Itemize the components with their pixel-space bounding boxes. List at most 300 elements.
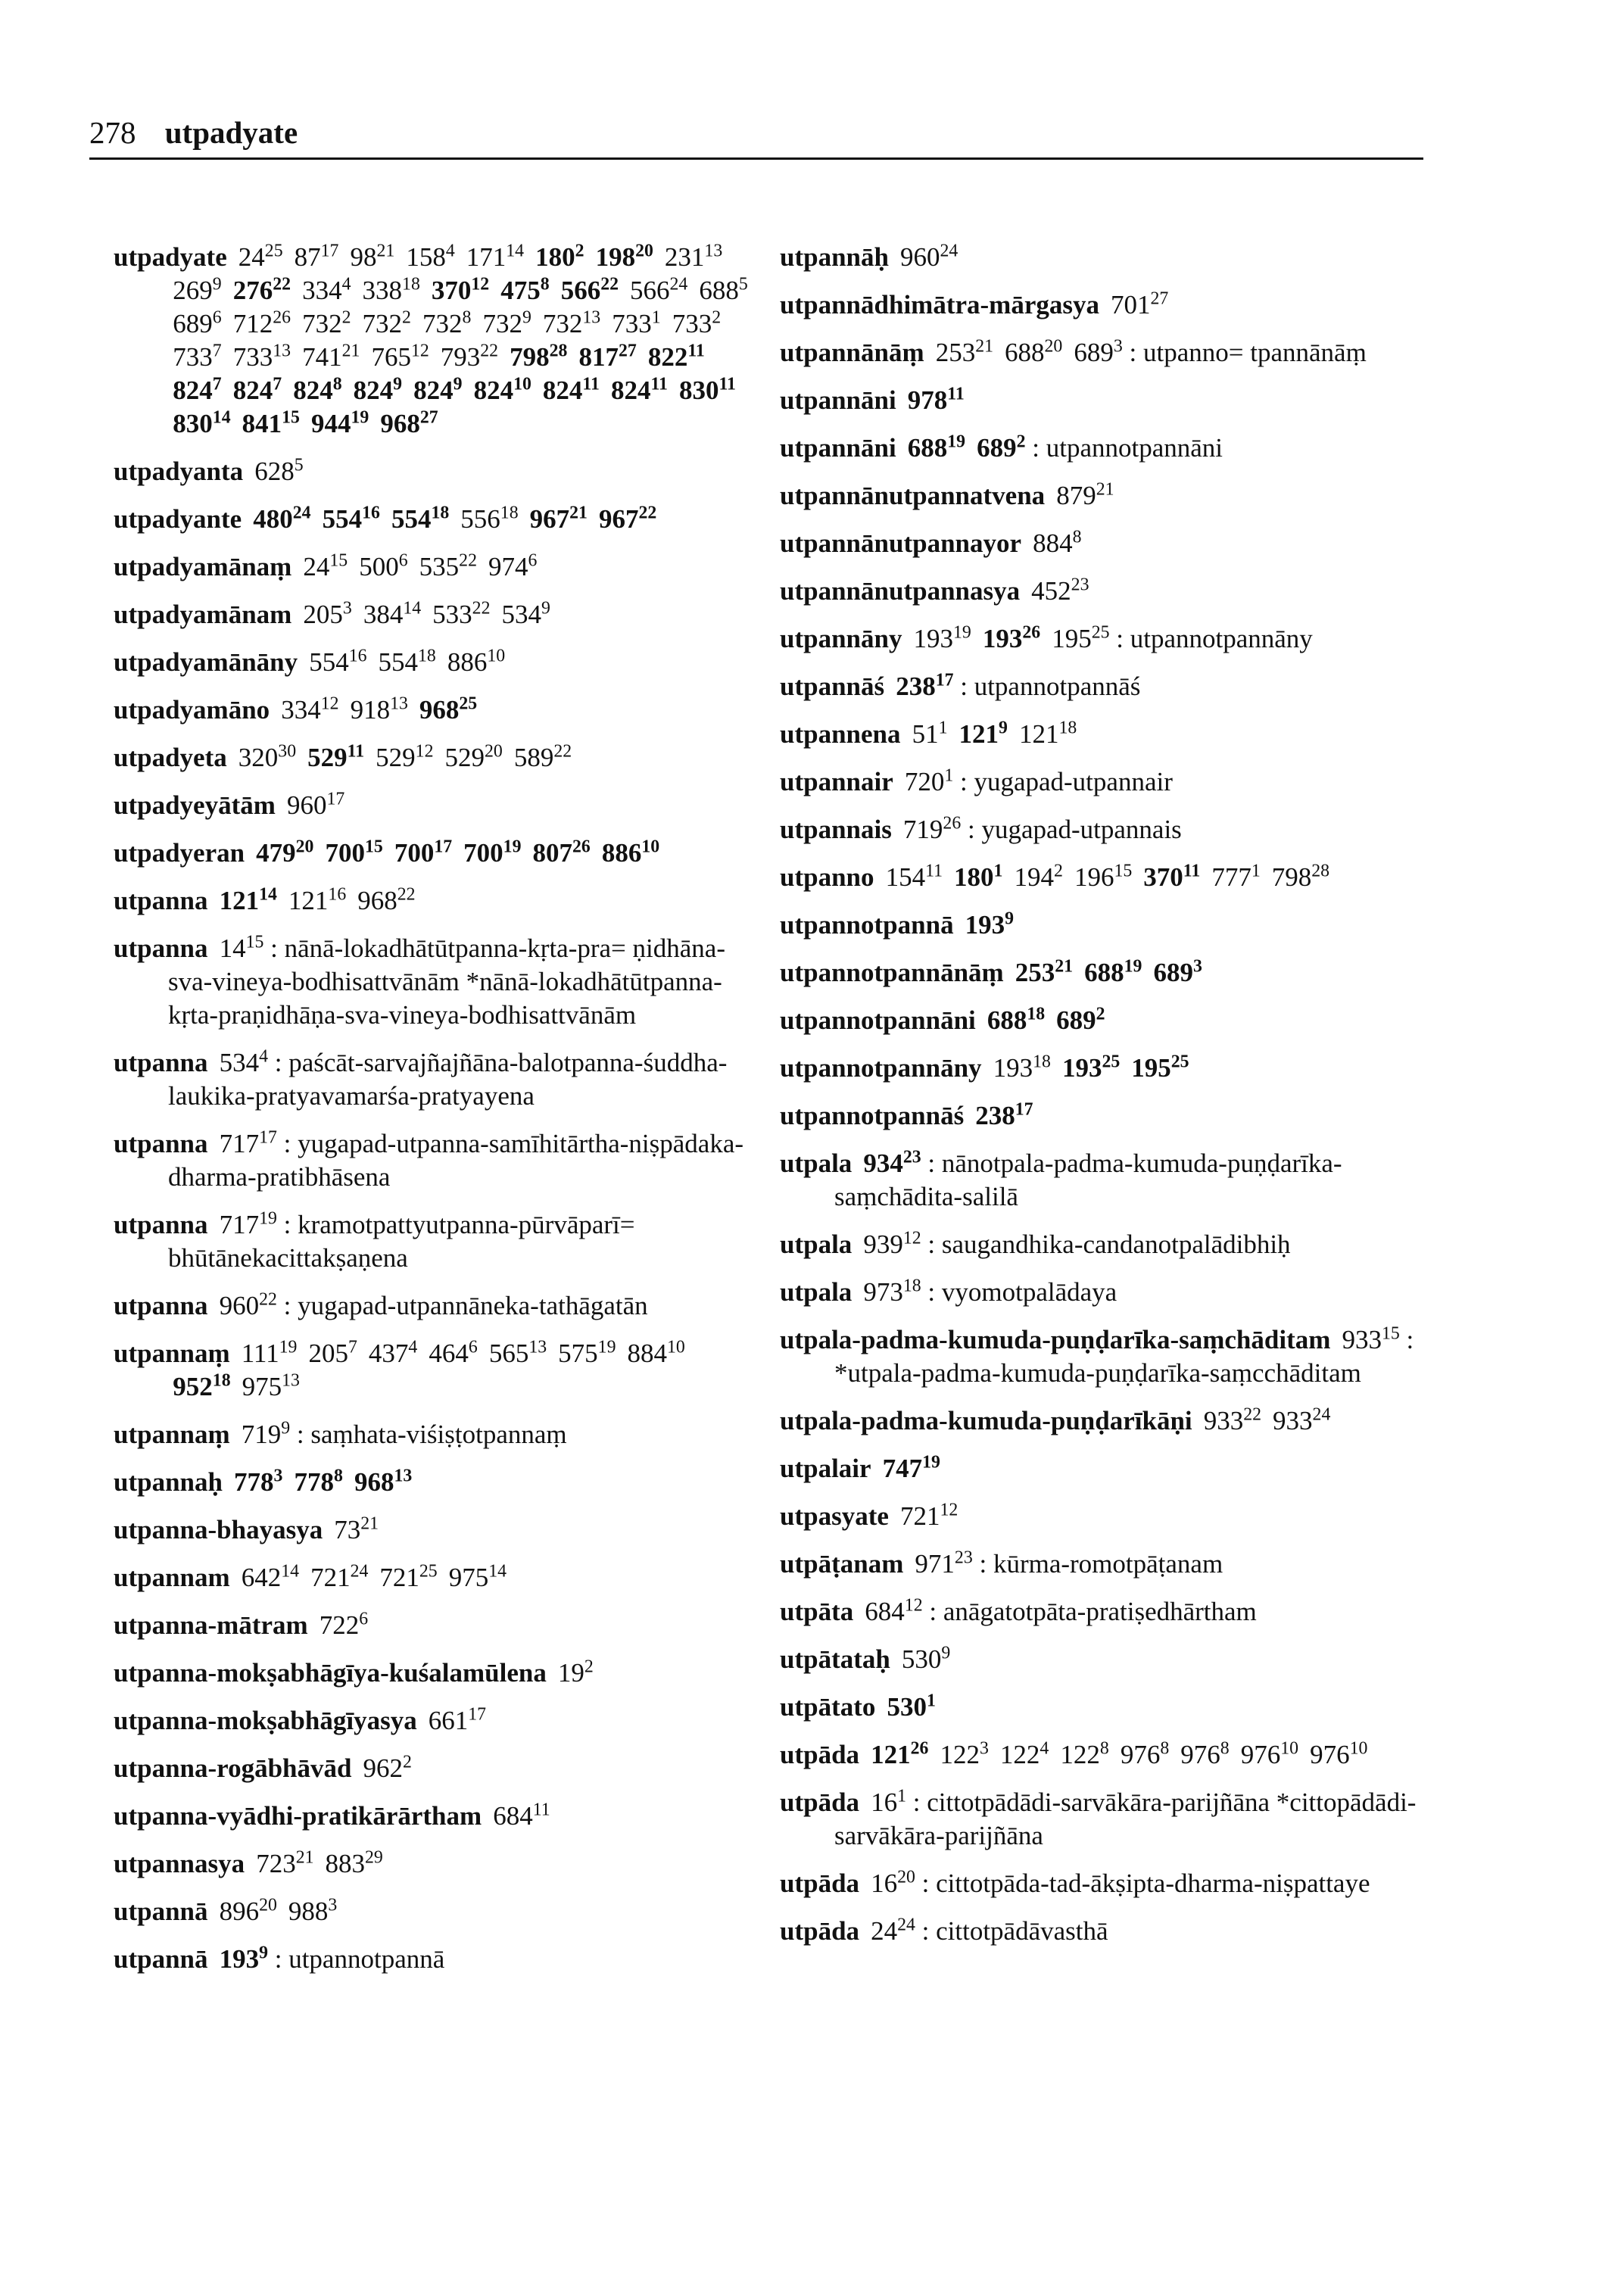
page-line-reference bbox=[602, 838, 659, 868]
page-number-ref: 976 bbox=[1180, 1740, 1220, 1769]
page-line-reference bbox=[489, 1339, 547, 1368]
page-number-ref: 238 bbox=[975, 1101, 1015, 1130]
page-number-ref: 732 bbox=[362, 309, 403, 338]
page-line-reference bbox=[954, 862, 1002, 892]
page-number-ref: 479 bbox=[256, 838, 296, 868]
line-number-ref: 10 bbox=[1280, 1738, 1299, 1759]
headword: utpāta bbox=[780, 1597, 854, 1626]
page-number-ref: 732 bbox=[422, 309, 463, 338]
index-entry bbox=[780, 1147, 1423, 1214]
page-number-ref: 24 bbox=[238, 242, 265, 272]
page-line-reference bbox=[311, 409, 369, 438]
line-number-ref: 6 bbox=[468, 1337, 478, 1357]
page-number-ref: 122 bbox=[999, 1740, 1040, 1769]
line-number-ref: 27 bbox=[419, 407, 438, 428]
line-number-ref: 22 bbox=[459, 550, 477, 571]
page-line-reference bbox=[307, 743, 364, 772]
page-number-ref: 732 bbox=[482, 309, 522, 338]
page-number-ref: 721 bbox=[379, 1563, 419, 1592]
line-number-ref: 18 bbox=[418, 646, 436, 666]
page-number-ref: 334 bbox=[281, 695, 321, 725]
headword: utpannāni bbox=[780, 385, 896, 415]
index-entry bbox=[114, 241, 750, 441]
headword: utpannotpannāś bbox=[780, 1101, 965, 1130]
page-number-ref: 886 bbox=[447, 647, 488, 677]
page-line-reference bbox=[993, 1053, 1051, 1083]
page-line-reference bbox=[558, 1339, 616, 1368]
line-number-ref: 2 bbox=[575, 241, 584, 261]
page-line-reference bbox=[983, 624, 1040, 653]
page-number-ref: 778 bbox=[234, 1467, 274, 1497]
line-number-ref: 1 bbox=[938, 718, 948, 738]
index-entry bbox=[114, 884, 750, 918]
line-number-ref: 18 bbox=[402, 274, 420, 295]
page-line-reference bbox=[357, 886, 415, 915]
line-number-ref: 12 bbox=[410, 341, 429, 361]
page-number-ref: 575 bbox=[558, 1339, 598, 1368]
index-entry bbox=[114, 1895, 750, 1928]
page-number-ref: 16 bbox=[871, 1869, 898, 1898]
headword: utpadyamānaṃ bbox=[114, 552, 292, 581]
page-line-reference bbox=[543, 376, 600, 405]
line-number-ref: 4 bbox=[341, 274, 351, 295]
page-line-reference bbox=[987, 1005, 1045, 1035]
page-number-ref: 976 bbox=[1310, 1740, 1350, 1769]
page-line-reference bbox=[900, 242, 958, 272]
index-entry bbox=[114, 1337, 750, 1404]
index-entry bbox=[780, 670, 1423, 703]
line-number-ref: 11 bbox=[532, 1800, 550, 1820]
page-number-ref: 689 bbox=[977, 433, 1017, 463]
page-number-ref: 741 bbox=[302, 342, 342, 372]
line-number-ref: 21 bbox=[975, 336, 993, 357]
page-line-reference bbox=[379, 647, 436, 677]
line-number-ref: 18 bbox=[1058, 718, 1077, 738]
index-entry bbox=[780, 1500, 1423, 1533]
page-number-ref: 976 bbox=[1240, 1740, 1281, 1769]
line-number-ref: 17 bbox=[320, 241, 339, 261]
page-number-ref: 824 bbox=[232, 376, 273, 405]
headword: utpadyante bbox=[114, 504, 242, 534]
page-line-reference bbox=[233, 309, 291, 338]
line-number-ref: 24 bbox=[350, 1561, 369, 1582]
line-number-ref: 23 bbox=[1071, 575, 1089, 595]
headword: utpāda bbox=[780, 1916, 860, 1946]
line-number-ref: 22 bbox=[273, 274, 291, 295]
line-number-ref: 18 bbox=[212, 1370, 231, 1391]
headword: utpannasya bbox=[114, 1849, 245, 1878]
page-line-reference bbox=[173, 409, 230, 438]
page-line-reference bbox=[965, 910, 1014, 940]
page-number-ref: 370 bbox=[431, 276, 472, 305]
page-number-ref: 98 bbox=[350, 242, 377, 272]
page-line-reference bbox=[679, 376, 736, 405]
page-line-reference bbox=[896, 672, 953, 701]
line-number-ref: 22 bbox=[259, 1289, 277, 1310]
page-number-ref: 973 bbox=[863, 1277, 903, 1307]
line-number-ref: 5 bbox=[738, 274, 748, 295]
line-number-ref: 18 bbox=[1027, 1004, 1046, 1024]
line-number-ref: 12 bbox=[471, 274, 490, 295]
context-gloss: : nānotpala-padma-kumuda-puṇḍarīka-saṃchādita-salilā bbox=[834, 1149, 1342, 1211]
line-number-ref: 2 bbox=[712, 307, 722, 328]
page-number-ref: 684 bbox=[493, 1801, 533, 1831]
line-number-ref: 14 bbox=[506, 241, 525, 261]
line-number-ref: 8 bbox=[332, 374, 342, 394]
page-line-reference bbox=[1131, 1053, 1189, 1083]
page-line-reference bbox=[865, 1597, 922, 1626]
headword: utpala bbox=[780, 1277, 853, 1307]
page-number-ref: 253 bbox=[935, 338, 976, 367]
page-line-reference bbox=[308, 1339, 357, 1368]
page-number-ref: 939 bbox=[863, 1230, 903, 1259]
page-number-ref: 437 bbox=[368, 1339, 409, 1368]
line-number-ref: 11 bbox=[1183, 861, 1201, 881]
index-entry bbox=[114, 1657, 750, 1690]
page-line-reference bbox=[1143, 862, 1200, 892]
page-line-reference bbox=[253, 504, 310, 534]
page-number-ref: 370 bbox=[1143, 862, 1183, 892]
index-entry bbox=[780, 479, 1423, 513]
line-number-ref: 24 bbox=[292, 503, 311, 523]
line-number-ref: 1 bbox=[926, 1691, 936, 1711]
headword: utpannānutpannatvena bbox=[780, 481, 1046, 510]
page-line-reference bbox=[596, 242, 653, 272]
line-number-ref: 3 bbox=[979, 1738, 989, 1759]
line-number-ref: 20 bbox=[485, 741, 503, 762]
line-number-ref: 3 bbox=[1113, 336, 1123, 357]
page-number-ref: 16 bbox=[871, 1788, 898, 1817]
index-entry bbox=[780, 861, 1423, 894]
headword: utpannena bbox=[780, 719, 901, 749]
page-line-reference bbox=[220, 933, 264, 963]
page-number-ref: 556 bbox=[460, 504, 500, 534]
line-number-ref: 13 bbox=[390, 693, 408, 714]
page-number-ref: 976 bbox=[1120, 1740, 1161, 1769]
page-number-ref: 589 bbox=[513, 743, 554, 772]
index-entry bbox=[780, 527, 1423, 560]
headword: utpalair bbox=[780, 1454, 871, 1483]
page-line-reference bbox=[940, 1740, 988, 1769]
line-number-ref: 8 bbox=[1072, 527, 1082, 547]
line-number-ref: 22 bbox=[480, 341, 499, 361]
page-number-ref: 798 bbox=[510, 342, 550, 372]
page-line-reference bbox=[288, 886, 346, 915]
line-number-ref: 2 bbox=[1096, 1004, 1105, 1024]
headword: utpannā bbox=[114, 1944, 208, 1974]
line-number-ref: 24 bbox=[940, 241, 959, 261]
page-line-reference bbox=[220, 1210, 277, 1239]
page-line-reference bbox=[488, 552, 537, 581]
line-number-ref: 17 bbox=[1015, 1099, 1033, 1120]
line-number-ref: 21 bbox=[1096, 479, 1114, 500]
page-number-ref: 688 bbox=[987, 1005, 1027, 1035]
page-number-ref: 180 bbox=[954, 862, 994, 892]
page-number-ref: 253 bbox=[1015, 958, 1055, 987]
page-line-reference bbox=[1019, 719, 1077, 749]
line-number-ref: 8 bbox=[333, 1466, 343, 1486]
line-number-ref: 14 bbox=[259, 884, 277, 905]
line-number-ref: 3 bbox=[342, 598, 352, 619]
page-number-ref: 238 bbox=[896, 672, 936, 701]
line-number-ref: 13 bbox=[582, 307, 601, 328]
line-number-ref: 21 bbox=[1055, 956, 1074, 977]
line-number-ref: 20 bbox=[259, 1895, 277, 1915]
page-number-ref: 87 bbox=[294, 242, 321, 272]
page-line-reference bbox=[394, 838, 452, 868]
context-gloss: : yugapad-utpannais bbox=[967, 815, 1182, 844]
page-line-reference bbox=[1310, 1740, 1367, 1769]
page-number-ref: 723 bbox=[256, 1849, 296, 1878]
page-line-reference bbox=[309, 647, 366, 677]
context-gloss: : cittotpādāvasthā bbox=[921, 1916, 1108, 1946]
page-number-ref: 721 bbox=[899, 1501, 940, 1531]
context-gloss: : utpannotpannā bbox=[274, 1944, 445, 1974]
page-number-ref: 884 bbox=[627, 1339, 668, 1368]
page-line-reference bbox=[220, 1048, 268, 1077]
line-number-ref: 24 bbox=[669, 274, 688, 295]
headword: utpannaḥ bbox=[114, 1467, 223, 1497]
page-line-reference bbox=[302, 276, 351, 305]
page-line-reference bbox=[242, 1372, 300, 1401]
page-line-reference bbox=[1111, 290, 1168, 319]
page-number-ref: 554 bbox=[391, 504, 432, 534]
page-number-ref: 554 bbox=[322, 504, 363, 534]
line-number-ref: 19 bbox=[503, 837, 522, 857]
index-entry bbox=[114, 1289, 750, 1323]
headword: utpannāś bbox=[780, 672, 885, 701]
index-entry bbox=[780, 622, 1423, 656]
page-number-ref: 944 bbox=[310, 409, 351, 438]
page-number-ref: 886 bbox=[601, 838, 642, 868]
line-number-ref: 11 bbox=[925, 861, 943, 881]
index-entry bbox=[780, 909, 1423, 942]
page-line-reference bbox=[326, 1849, 383, 1878]
page-number-ref: 51 bbox=[912, 719, 939, 749]
page-line-reference bbox=[887, 1692, 935, 1722]
page-line-reference bbox=[1273, 1406, 1330, 1435]
index-entry bbox=[780, 1404, 1423, 1438]
page-header bbox=[89, 114, 1423, 160]
page-line-reference bbox=[959, 719, 1008, 749]
page-line-reference bbox=[474, 376, 531, 405]
page-number-ref: 535 bbox=[419, 552, 460, 581]
headword: utpannotpannāni bbox=[780, 1005, 976, 1035]
line-number-ref: 1 bbox=[1251, 861, 1261, 881]
line-number-ref: 4 bbox=[445, 241, 455, 261]
headword: utpanna-vyādhi-pratikārārtham bbox=[114, 1801, 482, 1831]
index-entry bbox=[780, 956, 1423, 990]
index-entry bbox=[114, 932, 750, 1032]
page-line-reference bbox=[900, 1501, 958, 1531]
page-number-ref: 121 bbox=[219, 886, 260, 915]
page-line-reference bbox=[173, 342, 221, 372]
line-number-ref: 18 bbox=[500, 503, 519, 523]
page-number-ref: 198 bbox=[595, 242, 636, 272]
headword: utpannāḥ bbox=[780, 242, 889, 272]
line-number-ref: 6 bbox=[528, 550, 538, 571]
page-line-reference bbox=[1272, 862, 1329, 892]
headword: utpannānutpannayor bbox=[780, 528, 1022, 558]
page-number: 278 bbox=[89, 115, 136, 150]
page-line-reference bbox=[1000, 1740, 1049, 1769]
page-number-ref: 721 bbox=[310, 1563, 351, 1592]
page-line-reference bbox=[379, 1563, 437, 1592]
line-number-ref: 20 bbox=[635, 241, 653, 261]
page-line-reference bbox=[1204, 1406, 1261, 1435]
page-number-ref: 962 bbox=[363, 1753, 404, 1783]
line-number-ref: 3 bbox=[273, 1466, 283, 1486]
index-entry bbox=[114, 503, 750, 536]
page-line-reference bbox=[886, 862, 943, 892]
line-number-ref: 8 bbox=[462, 307, 472, 328]
page-number-ref: 530 bbox=[901, 1644, 942, 1674]
page-number-ref: 24 bbox=[871, 1916, 898, 1946]
index-entry bbox=[114, 1466, 750, 1499]
page-number-ref: 628 bbox=[254, 457, 295, 486]
headword: utpannam bbox=[114, 1563, 230, 1592]
line-number-ref: 22 bbox=[397, 884, 416, 905]
line-number-ref: 3 bbox=[1192, 956, 1202, 977]
page-line-reference bbox=[1074, 338, 1122, 367]
page-line-reference bbox=[432, 600, 490, 629]
page-line-reference bbox=[871, 1788, 906, 1817]
page-line-reference bbox=[233, 342, 291, 372]
page-line-reference bbox=[561, 276, 619, 305]
line-number-ref: 21 bbox=[360, 1513, 379, 1534]
page-line-reference bbox=[1211, 862, 1260, 892]
page-number-ref: 529 bbox=[307, 743, 348, 772]
page-number-ref: 689 bbox=[173, 309, 213, 338]
line-number-ref: 6 bbox=[398, 550, 408, 571]
line-number-ref: 12 bbox=[904, 1595, 923, 1616]
page-line-reference bbox=[975, 1101, 1033, 1130]
page-line-reference bbox=[463, 838, 521, 868]
index-entry bbox=[780, 1643, 1423, 1676]
page-number-ref: 719 bbox=[241, 1420, 282, 1449]
index-entry bbox=[780, 575, 1423, 608]
page-number-ref: 158 bbox=[406, 242, 446, 272]
page-number-ref: 978 bbox=[907, 385, 948, 415]
page-number-ref: 968 bbox=[354, 1467, 394, 1497]
headword: utpanna bbox=[114, 886, 208, 915]
page-line-reference bbox=[936, 338, 993, 367]
page-number-ref: 712 bbox=[232, 309, 273, 338]
headword: utpadyamāno bbox=[114, 695, 270, 725]
page-number-ref: 205 bbox=[308, 1339, 348, 1368]
line-number-ref: 26 bbox=[943, 813, 962, 834]
page-number-ref: 554 bbox=[378, 647, 419, 677]
context-gloss: : saugandhika-candanotpalādibhiḥ bbox=[927, 1230, 1291, 1259]
line-number-ref: 25 bbox=[419, 1561, 438, 1582]
page-number-ref: 884 bbox=[1033, 528, 1073, 558]
page-line-reference bbox=[287, 790, 344, 820]
index-entry bbox=[780, 1915, 1423, 1948]
line-number-ref: 25 bbox=[264, 241, 283, 261]
page-line-reference bbox=[323, 504, 380, 534]
line-number-ref: 23 bbox=[902, 1147, 921, 1167]
line-number-ref: 23 bbox=[954, 1548, 973, 1568]
page-number-ref: 968 bbox=[380, 409, 420, 438]
running-headword: utpadyate bbox=[164, 115, 298, 150]
page-line-reference bbox=[1015, 958, 1073, 987]
page-number-ref: 534 bbox=[219, 1048, 260, 1077]
line-number-ref: 25 bbox=[1091, 622, 1110, 643]
page-number-ref: 717 bbox=[219, 1129, 260, 1158]
page-number-ref: 231 bbox=[664, 242, 705, 272]
line-number-ref: 11 bbox=[347, 741, 365, 762]
page-line-reference bbox=[295, 242, 339, 272]
page-line-reference bbox=[883, 1454, 940, 1483]
headword: utpanna-bhayasya bbox=[114, 1515, 323, 1544]
page-number-ref: 196 bbox=[1074, 862, 1114, 892]
page-line-reference bbox=[220, 1129, 277, 1158]
page-line-reference bbox=[1052, 624, 1109, 653]
page-number-ref: 529 bbox=[376, 743, 416, 772]
page-number-ref: 180 bbox=[535, 242, 575, 272]
page-number-ref: 700 bbox=[463, 838, 503, 868]
line-number-ref: 21 bbox=[295, 1847, 314, 1868]
line-number-ref: 25 bbox=[459, 693, 478, 714]
page-line-reference bbox=[1084, 958, 1142, 987]
page-line-reference bbox=[429, 1339, 477, 1368]
page-number-ref: 824 bbox=[473, 376, 514, 405]
page-line-reference bbox=[1060, 1740, 1108, 1769]
index-entry bbox=[780, 1004, 1423, 1037]
page-line-reference bbox=[628, 1339, 685, 1368]
page-line-reference bbox=[863, 1149, 921, 1178]
line-number-ref: 22 bbox=[638, 503, 657, 523]
page-line-reference bbox=[445, 743, 503, 772]
page-number-ref: 193 bbox=[965, 910, 1005, 940]
line-number-ref: 26 bbox=[910, 1738, 929, 1759]
page-number-ref: 475 bbox=[500, 276, 541, 305]
page-number-ref: 896 bbox=[219, 1897, 260, 1926]
page-line-reference bbox=[1180, 1740, 1229, 1769]
line-number-ref: 8 bbox=[1220, 1738, 1230, 1759]
page-line-reference bbox=[302, 342, 360, 372]
page-number-ref: 205 bbox=[303, 600, 343, 629]
headword: utpannaṃ bbox=[114, 1339, 230, 1368]
index-entry bbox=[780, 1099, 1423, 1133]
page-line-reference bbox=[354, 376, 402, 405]
line-number-ref: 16 bbox=[328, 884, 347, 905]
index-entry bbox=[114, 1127, 750, 1194]
index-entry bbox=[114, 741, 750, 775]
page-line-reference bbox=[173, 309, 221, 338]
line-number-ref: 15 bbox=[329, 550, 348, 571]
page-line-reference bbox=[173, 1372, 230, 1401]
page-number-ref: 975 bbox=[448, 1563, 489, 1592]
headword: utpannair bbox=[780, 767, 893, 796]
page-line-reference bbox=[447, 647, 505, 677]
index-entry bbox=[114, 1513, 750, 1547]
line-number-ref: 26 bbox=[273, 307, 291, 328]
context-gloss: : yugapad-utpanna-samīhitārtha-niṣpādaka-dharma-pratibhāsena bbox=[168, 1129, 744, 1192]
page-number-ref: 960 bbox=[219, 1291, 260, 1320]
page-line-reference bbox=[380, 409, 438, 438]
line-number-ref: 9 bbox=[541, 598, 550, 619]
line-number-ref: 11 bbox=[718, 374, 736, 394]
index-entry bbox=[114, 837, 750, 870]
index-entry bbox=[114, 1561, 750, 1594]
page-number-ref: 464 bbox=[429, 1339, 469, 1368]
page-number-ref: 732 bbox=[302, 309, 342, 338]
headword: utpala bbox=[780, 1230, 853, 1259]
index-entry bbox=[114, 693, 750, 727]
page-number-ref: 269 bbox=[173, 276, 213, 305]
page-number-ref: 276 bbox=[232, 276, 273, 305]
